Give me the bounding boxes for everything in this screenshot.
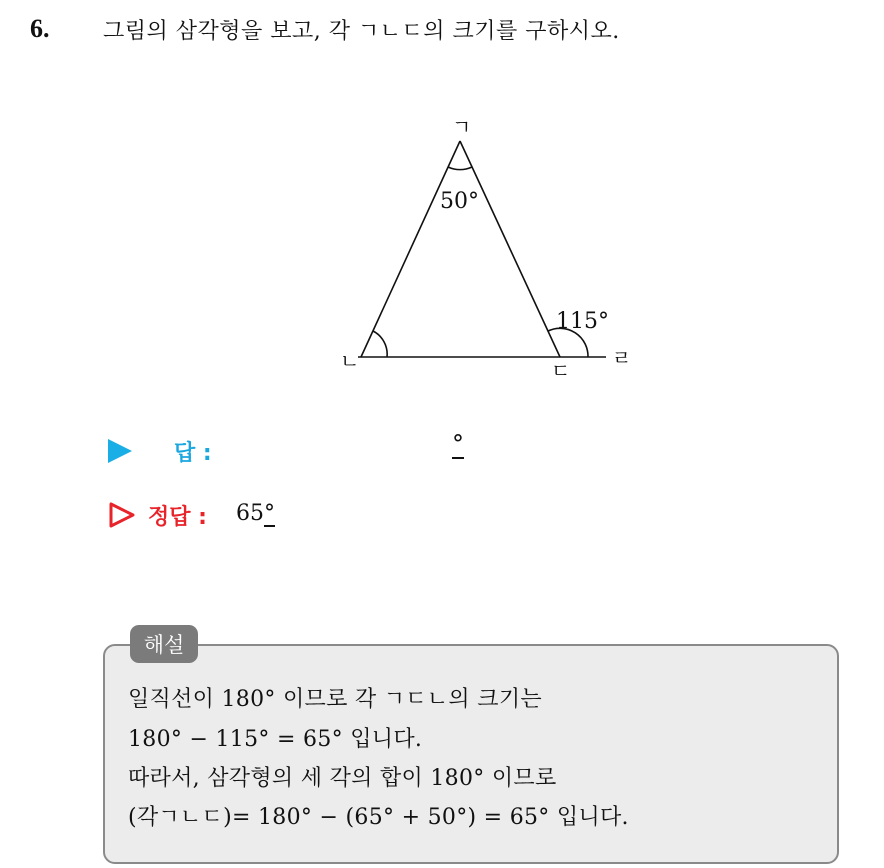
side-top-right (460, 141, 560, 357)
question-number: 6. (30, 14, 50, 43)
explanation-title: 해설 (130, 625, 198, 663)
play-outline-icon (108, 501, 136, 529)
explanation-line-3: 따라서, 삼각형의 세 각의 합이 180° 이므로 (128, 766, 557, 791)
vertex-label-left: ㄴ (340, 349, 360, 373)
solution-answer (236, 501, 275, 526)
angle-label-top: 50° (440, 189, 479, 214)
answer-unit: ° (452, 430, 464, 458)
angle-label-exterior: 115° (556, 309, 609, 334)
solution-unit: ° (264, 501, 275, 526)
extension-label: ㄹ (612, 346, 632, 370)
solution-label: 정답 : (148, 505, 207, 530)
explanation-box (103, 644, 839, 864)
explanation-line-1: 일직선이 180° 이므로 각 ㄱㄷㄴ의 크기는 (128, 687, 542, 712)
answer-label: 답 : (174, 441, 212, 466)
question-text: 그림의 삼각형을 보고, 각 ㄱㄴㄷ의 크기를 구하시오. (103, 19, 620, 44)
play-filled-icon (108, 439, 132, 463)
triangle-figure (0, 0, 884, 420)
explanation-line-4: (각ㄱㄴㄷ)= 180° − (65° + 50°) = 65° 입니다. (128, 805, 629, 830)
angle-arc-top (448, 167, 472, 170)
vertex-label-right: ㄷ (551, 359, 571, 383)
vertex-label-top: ㄱ (452, 115, 472, 139)
explanation-line-2: 180° − 115° = 65° 입니다. (128, 727, 423, 752)
solution-value: 65 (236, 501, 264, 526)
side-top-left (361, 141, 460, 357)
angle-arc-left (373, 331, 387, 357)
